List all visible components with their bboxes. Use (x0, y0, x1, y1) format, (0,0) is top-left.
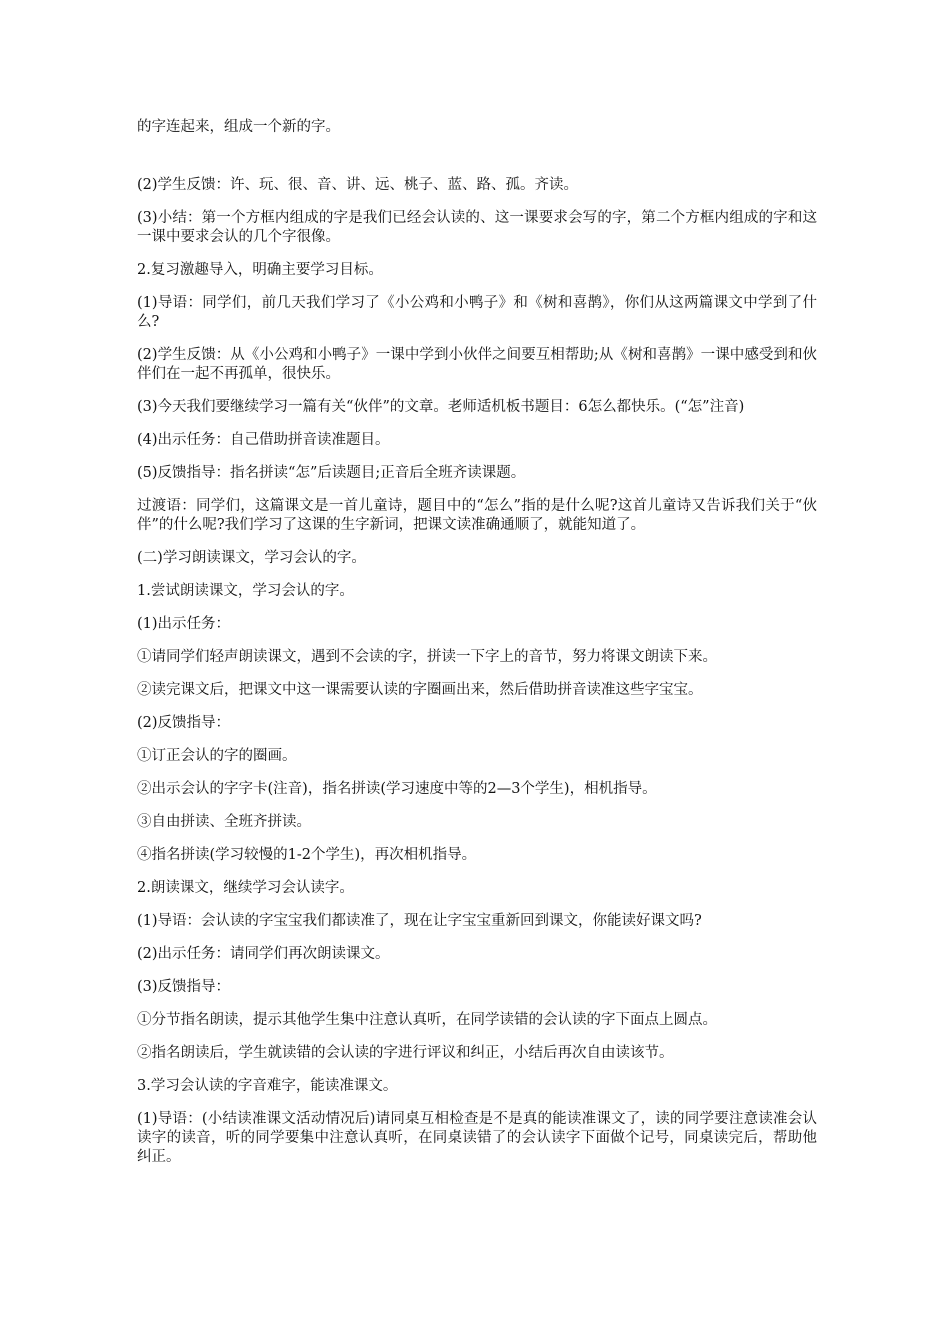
paragraph: (2)出示任务：请同学们再次朗读课文。 (137, 946, 390, 962)
paragraph: (5)反馈指导：指名拼读“怎”后读题目;正音后全班齐读课题。 (137, 465, 526, 481)
paragraph: (3)反馈指导： (137, 979, 231, 995)
paragraph: 的字连起来，组成一个新的字。 (137, 119, 340, 135)
paragraph: ①分节指名朗读，提示其他学生集中注意认真听，在同学读错的会认读的字下面点上圆点。 (137, 1012, 717, 1028)
paragraph: ①订正会认的字的圈画。 (137, 748, 297, 764)
paragraph: (1)出示任务： (137, 616, 231, 632)
paragraph: (3)小结：第一个方框内组成的字是我们已经会认读的、这一课要求会写的字，第二个方框内组成的字和这一课中要求会认的几个字很像。 (137, 210, 817, 245)
paragraph: (4)出示任务：自己借助拼音读准题目。 (137, 432, 390, 448)
paragraph: 过渡语：同学们，这篇课文是一首儿童诗，题目中的“怎么”指的是什么呢?这首儿童诗又告诉我们关于“伙伴”的什么呢?我们学习了这课的生字新词，把课文读准确通顺了，就能知道了。 (137, 498, 817, 533)
section-heading: 1.尝试朗读课文，学习会认的字。 (137, 583, 354, 599)
paragraph: (2)反馈指导： (137, 715, 231, 731)
paragraph: (3)今天我们要继续学习一篇有关“伙伴”的文章。老师适机板书题目：6怎么都快乐。(“怎”注音) (137, 399, 745, 415)
section-heading: (二)学习朗读课文，学习会认的字。 (137, 550, 366, 566)
paragraph: (1)导语：会认读的字宝宝我们都读准了，现在让字宝宝重新回到课文，你能读好课文吗? (137, 913, 702, 929)
paragraph: (2)学生反馈：许、玩、很、音、讲、远、桃子、蓝、路、孤。齐读。 (137, 177, 579, 193)
document-body (137, 118, 817, 1181)
paragraph: ②读完课文后，把课文中这一课需要认读的字圈画出来，然后借助拼音读准这些字宝宝。 (137, 682, 703, 698)
section-heading: 3.学习会认读的字音难字，能读准课文。 (137, 1078, 398, 1094)
paragraph: (1)导语：同学们，前几天我们学习了《小公鸡和小鸭子》和《树和喜鹊》，你们从这两篇课文中学到了什么? (137, 295, 817, 330)
paragraph: ③自由拼读、全班齐拼读。 (137, 814, 311, 830)
paragraph: (1)导语：(小结读准课文活动情况后)请同桌互相检查是不是真的能读准课文了，读的同学要注意读准会认读字的读音，听的同学要集中注意认真听，在同桌读错了的会认读字下面做个记号，同桌读完后，帮助他纠正。 (137, 1111, 817, 1165)
paragraph: ②指名朗读后，学生就读错的会认读的字进行评议和纠正，小结后再次自由读该节。 (137, 1045, 674, 1061)
section-heading: 2.复习激趣导入，明确主要学习目标。 (137, 262, 383, 278)
section-heading: 2.朗读课文，继续学习会认读字。 (137, 880, 354, 896)
paragraph: (2)学生反馈：从《小公鸡和小鸭子》一课中学到小伙伴之间要互相帮助;从《树和喜鹊》一课中感受到和伙伴们在一起不再孤单，很快乐。 (137, 347, 817, 382)
paragraph: ②出示会认的字字卡(注音)，指名拼读(学习速度中等的2—3个学生)，相机指导。 (137, 781, 657, 797)
paragraph: ①请同学们轻声朗读课文，遇到不会读的字，拼读一下字上的音节，努力将课文朗读下来。 (137, 649, 717, 665)
paragraph: ④指名拼读(学习较慢的1-2个学生)，再次相机指导。 (137, 847, 477, 863)
